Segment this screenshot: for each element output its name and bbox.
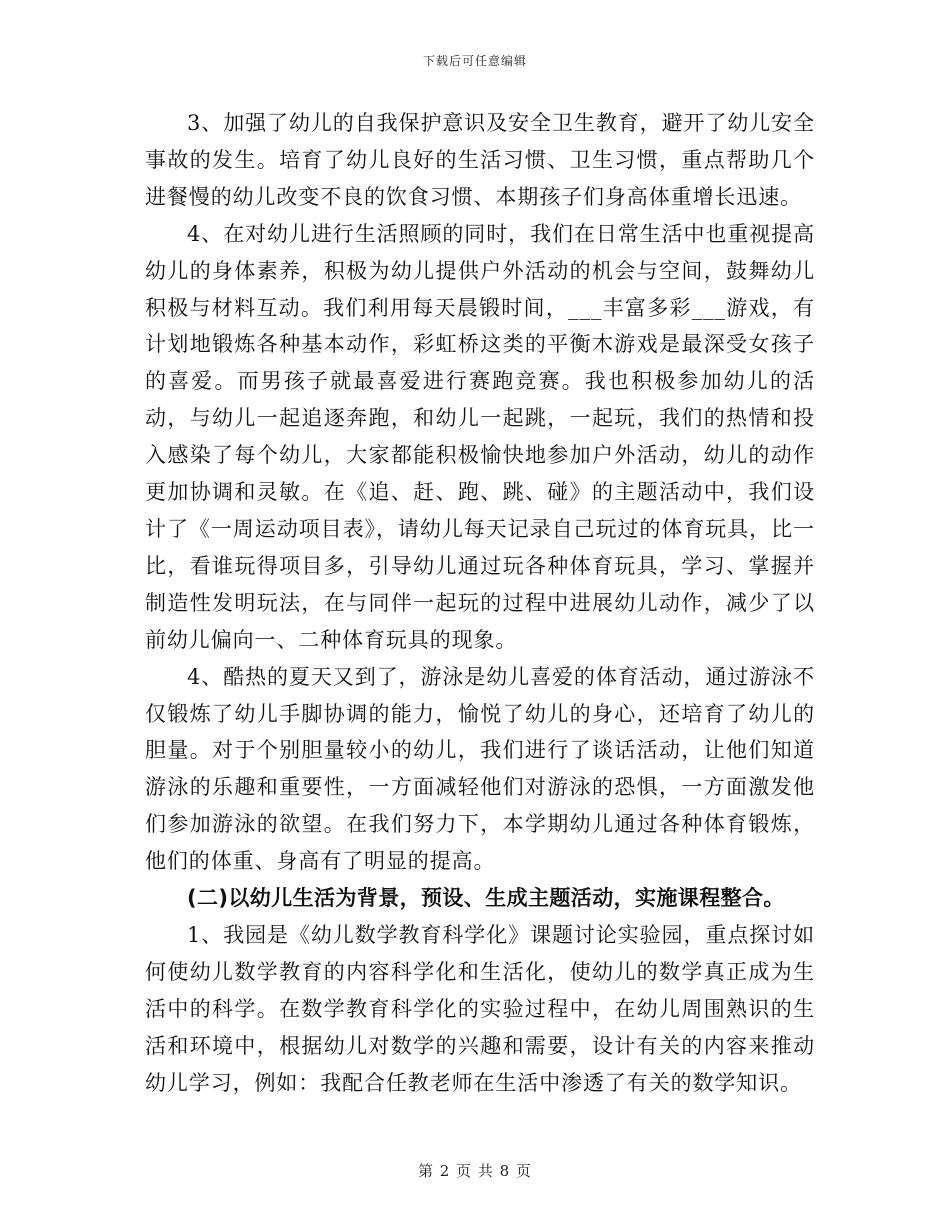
document-body	[145, 105, 815, 1101]
paragraph-safety-education: 3、加强了幼儿的自我保护意识及安全卫生教育，避开了幼儿安全事故的发生。培育了幼儿良好的生活习惯、卫生习惯，重点帮助几个进餐慢的幼儿改变不良的饮食习惯、本期孩子们身高体重增长迅速。	[145, 111, 815, 209]
page-number: 第 2 页 共 8 页	[418, 1162, 532, 1180]
page-header: 下载后可任意编辑	[422, 54, 527, 68]
paragraph-outdoor-activities: 4、在对幼儿进行生活照顾的同时，我们在日常生活中也重视提高幼儿的身体素养，积极为幼儿提供户外活动的机会与空间，鼓舞幼儿积极与材料互动。我们利用每天晨锻时间，___丰富多彩___游戏，有计划地锻炼各种基本动作，彩虹桥这类的平衡木游戏是最深受女孩子的喜爱。而男孩子就最喜爱进行赛跑竞赛。我也积极参加幼儿的活动，与幼儿一起追逐奔跑，和幼儿一起跳，一起玩，我们的热情和投入感染了每个幼儿，大家都能积极愉快地参加户外活动，幼儿的动作更加协调和灵敏。在《追、赶、跑、跳、碰》的主题活动中，我们设计了《一周运动项目表》，请幼儿每天记录自己玩过的体育玩具，比一比，看谁玩得项目多，引导幼儿通过玩各种体育玩具，学习、掌握并制造性发明玩法，在与同伴一起玩的过程中进展幼儿动作，减少了以前幼儿偏向一、二种体育玩具的现象。	[145, 221, 815, 652]
section-heading: (二)以幼儿生活为背景，预设、生成主题活动，实施课程整合。	[187, 886, 785, 911]
paragraph-swimming: 4、酷热的夏天又到了，游泳是幼儿喜爱的体育活动，通过游泳不仅锻炼了幼儿手脚协调的能力，愉悦了幼儿的身心，还培育了幼儿的胆量。对于个别胆量较小的幼儿，我们进行了谈话活动，让他们知道游泳的乐趣和重要性，一方面减轻他们对游泳的恐惧，一方面激发他们参加游泳的欲望。在我们努力下，本学期幼儿通过各种体育锻炼，他们的体重、身高有了明显的提高。	[145, 664, 815, 874]
paragraph-math-education: 1、我园是《幼儿数学教育科学化》课题讨论实验园，重点探讨如何使幼儿数学教育的内容科学化和生活化，使幼儿的数学真正成为生活中的科学。在数学教育科学化的实验过程中，在幼儿周围熟识的生活和环境中，根据幼儿对数学的兴趣和需要，设计有关的内容来推动幼儿学习，例如：我配合任教老师在生活中渗透了有关的数学知识。	[145, 922, 815, 1095]
